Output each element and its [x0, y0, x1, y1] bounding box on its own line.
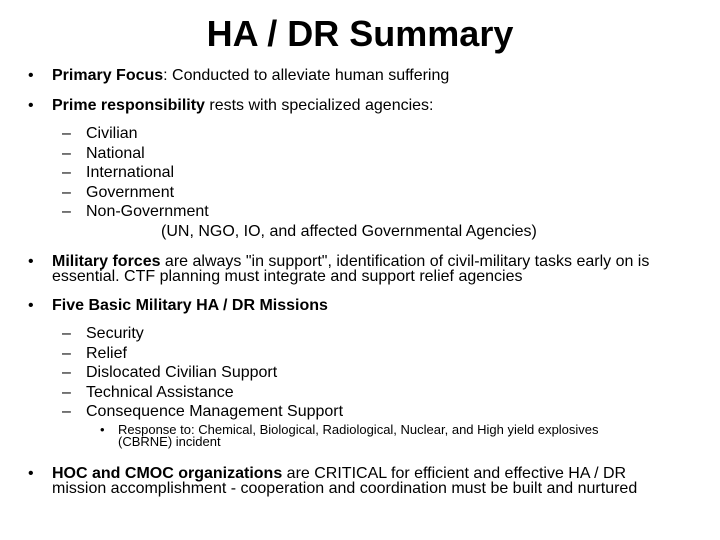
dash-marker: – — [62, 325, 71, 342]
bullet-bold: Prime responsibility — [52, 97, 205, 114]
bullet-marker: • — [28, 97, 34, 114]
dash-marker: – — [62, 383, 71, 401]
bullet-marker: • — [28, 297, 34, 314]
slide: HA / DR Summary • Primary Focus: Conducted to alleviate human suffering • Prime responsibility rests with specialized agencies: – Civilian – National – International – Government – Non-Government (UN, NGO, IO, and affected Governmental Agencies) • Military forces are always "in support", identification of civil-military tasks early on is essential. CTF planning must integrate and support relief agencies • Five Basic Military HA / DR Missions – Security – Relief – Dislocated Civilian Support – Technical Assistance – Consequence Management Support • Response to: Chemical, Biological, Radiological, Nuclear, and High yield explosives (CBRNE) incident • HOC and CMOC organizations are CRITICAL for efficient and effective HA / DR mission accomplishment - cooperation and coordination must be built and nurtured — [0, 0, 720, 540]
list-item: – Non-Government — [62, 203, 209, 220]
bullet-marker: • — [28, 67, 34, 84]
bullet-text: are always "in support", identification of civil-military tasks early on is essential. CTF planning must integrate and support relief agencies — [52, 253, 650, 285]
agencies-note: (UN, NGO, IO, and affected Governmental Agencies) — [161, 223, 537, 240]
slide-title: HA / DR Summary — [206, 13, 514, 54]
dash-marker: – — [62, 403, 71, 420]
list-item: – Security — [62, 325, 144, 342]
list-item: – Government — [62, 183, 175, 201]
list-item: – Technical Assistance — [62, 383, 234, 401]
missions-list — [0, 324, 720, 422]
bullet-text: : Conducted to alleviate human suffering — [163, 67, 450, 84]
bullet-marker: • — [28, 465, 34, 482]
list-item: – Consequence Management Support — [62, 403, 344, 420]
bullet-bold: Five Basic Military HA / DR Missions — [52, 297, 328, 314]
bullet-bold: HOC and CMOC organizations — [52, 465, 283, 482]
agencies-list — [0, 124, 720, 222]
dash-marker: – — [62, 364, 71, 381]
dash-marker: – — [62, 164, 71, 181]
list-item: – Relief — [62, 344, 127, 362]
dash-marker: – — [62, 183, 71, 201]
dash-marker: – — [62, 344, 71, 362]
bullet-text: rests with specialized agencies: — [204, 97, 434, 114]
bullet-marker: • — [28, 253, 34, 270]
list-item: – Civilian — [62, 125, 138, 142]
bullet-text: are CRITICAL for efficient and effective HA / DR mission accomplishment - cooperation and coordination must be built and nurtured — [52, 465, 638, 497]
dash-marker: – — [62, 203, 71, 220]
list-item: – International — [62, 164, 175, 181]
bullet-marker: • — [100, 422, 105, 437]
list-item: – National — [62, 144, 145, 162]
dash-marker: – — [62, 125, 71, 142]
bullet-bold: Military forces — [52, 253, 161, 270]
list-item: – Dislocated Civilian Support — [62, 364, 278, 381]
dash-marker: – — [62, 144, 71, 162]
bullet-bold: Primary Focus — [52, 67, 164, 84]
